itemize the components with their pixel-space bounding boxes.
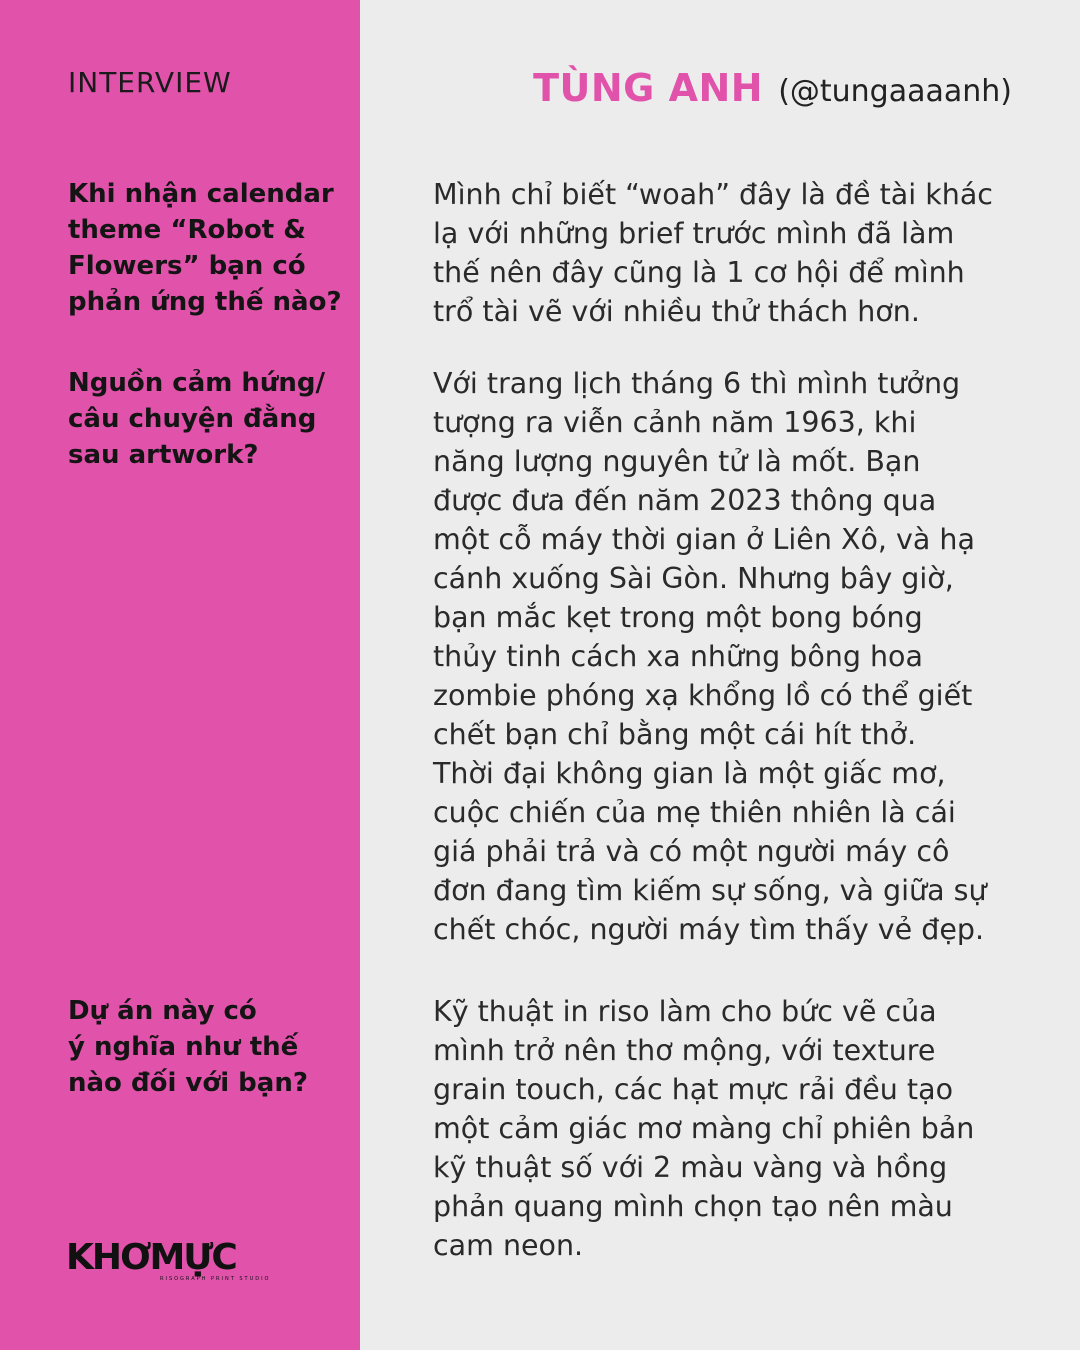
- question-3: Dự án này có ý nghĩa như thế nào đối với bạn?: [68, 996, 308, 1098]
- question-1: Khi nhận calendar theme “Robot & Flowers” bạn có phản ứng thế nào?: [68, 179, 342, 317]
- section-label: INTERVIEW: [68, 66, 232, 99]
- question-2: Nguồn cảm hứng/ câu chuyện đằng sau artwork?: [68, 368, 326, 470]
- logo-tagline: RISOGRAPH PRINT STUDIO: [160, 1276, 271, 1282]
- answer-3: Kỹ thuật in riso làm cho bức vẽ của mình trở nên thơ mộng, với texture grain touch, các hạt mực rải đều tạo một cảm giác mơ màng chỉ phiên bản kỹ thuật số với 2 màu vàng và hồng phản quang mình chọn tạo nên màu cam neon.: [433, 995, 975, 1262]
- left-panel: [0, 0, 360, 1350]
- answer-1: Mình chỉ biết “woah” đây là đề tài khác lạ với những brief trước mình đã làm thế nên đây cũng là 1 cơ hội để mình trổ tài vẽ với nhiều thử thách hơn.: [433, 178, 993, 328]
- interviewee-name: TÙNG ANH: [533, 66, 764, 110]
- interviewee-header: [533, 66, 1012, 110]
- answer-2: Với trang lịch tháng 6 thì mình tưởng tượng ra viễn cảnh năm 1963, khi năng lượng nguyên tử là mốt. Bạn được đưa đến năm 2023 thông qua một cỗ máy thời gian ở Liên Xô, và hạ cánh xuống Sài Gòn. Nhưng bây giờ, bạn mắc kẹt trong một bong bóng thủy tinh cách xa những bông hoa zombie phóng xạ khổng lồ có thể giết chết bạn chỉ bằng một cái hít thở. Thời đại không gian là một giấc mơ, cuộc chiến của mẹ thiên nhiên là cái giá phải trả và có một người máy cô đơn đang tìm kiếm sự sống, và giữa sự chết chóc, người máy tìm thấy vẻ đẹp.: [433, 367, 987, 946]
- studio-logo: [66, 1237, 271, 1286]
- interviewee-handle: (@tungaaaanh): [778, 74, 1012, 109]
- logo-wordmark: KHƠMỰC: [66, 1237, 236, 1278]
